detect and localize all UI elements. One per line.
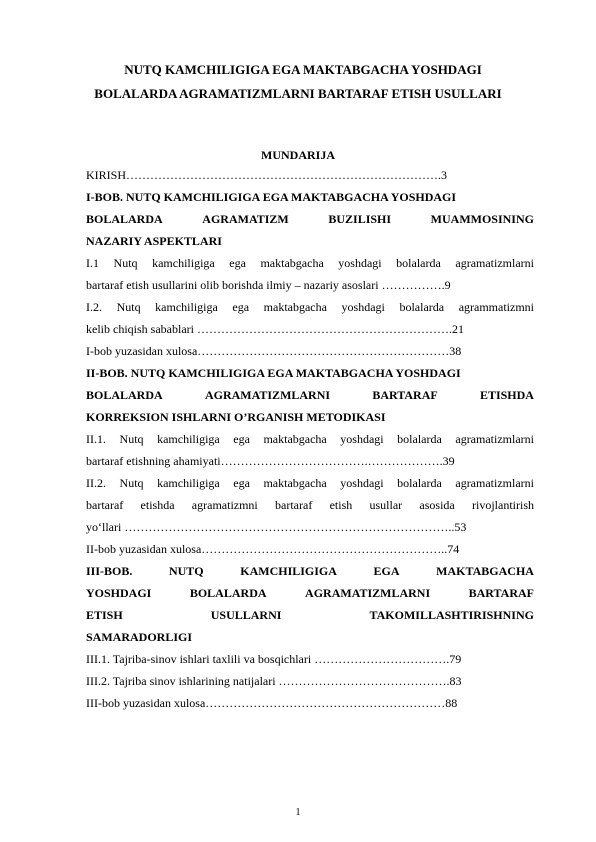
toc-word: EGA xyxy=(373,564,400,578)
toc-heading: MUNDARIJA xyxy=(261,148,335,162)
toc-entry-2-1: bartaraf etishning ahamiyati……………………………….……………….39 xyxy=(86,454,455,468)
document-title-line-1: NUTQ KAMCHILIGIGA EGA MAKTABGACHA YOSHDAGI xyxy=(124,62,482,77)
toc-entry-1-2: I.2. Nutq kamchiligiga ega maktabgacha yoshdagi bolalarda agrammatizmni xyxy=(86,300,534,314)
toc-entry-3-1: III.1. Tajriba-sinov ishlari taxlili va bosqichlari …………………………….79 xyxy=(86,652,462,666)
toc-word: TAKOMILLASHTIRISHNING xyxy=(369,608,534,622)
toc-chapter-2-heading: KORREKSION ISHLARNI O’RGANISH METODIKASI xyxy=(86,410,386,424)
toc-word: BOLALARDA xyxy=(189,586,267,600)
toc-entry-2-2: bartaraf etishda agramatizmni bartaraf etish usullar asosida rivojlantirish xyxy=(86,498,534,512)
toc-word: BOLALARDA xyxy=(86,212,163,226)
toc-word: MAKTABGACHA xyxy=(436,564,534,578)
toc-chapter-1-heading xyxy=(86,208,534,230)
toc-entry-kirish: KIRISH…………………………………………………………………….3 xyxy=(86,168,448,182)
toc-entry-3-2: III.2. Tajriba sinov ishlarining natijalari …………………………………….83 xyxy=(86,674,462,688)
toc-chapter-3-heading xyxy=(86,560,534,582)
toc-entry-1-1: I.1 Nutq kamchiligiga ega maktabgacha yoshdagi bolalarda agramatizmlarni xyxy=(86,256,534,270)
toc-word: KAMCHILIGIGA xyxy=(240,564,337,578)
toc-entry-1-1: bartaraf etish usullarini olib borishda ilmiy – nazariy asoslari …………….9 xyxy=(86,278,451,292)
toc-chapter-1-heading: NAZARIY ASPEKTLARI xyxy=(86,234,222,248)
toc-entry-chapter-1-summary: I-bob yuzasidan xulosa………………………………………………………38 xyxy=(86,344,462,358)
toc-chapter-2-heading xyxy=(86,384,534,406)
toc-word: USULLARNI xyxy=(210,608,282,622)
toc-chapter-1-heading: I-BOB. NUTQ KAMCHILIGIGA EGA MAKTABGACHA YOSHDAGI xyxy=(86,190,457,204)
toc-word: ETISH xyxy=(86,608,123,622)
toc-word: BUZILISHI xyxy=(328,212,392,226)
toc-chapter-2-heading: II-BOB. NUTQ KAMCHILIGIGA EGA MAKTABGACHA YOSHDAGI xyxy=(86,366,461,380)
toc-word: NUTQ xyxy=(168,564,204,578)
page-number: 1 xyxy=(295,807,301,818)
toc-chapter-3-heading: SAMARADORLIGI xyxy=(86,630,193,644)
toc-word: BARTARAF xyxy=(468,586,534,600)
toc-word: AGRAMATIZM xyxy=(202,212,289,226)
toc-word: AGRAMATIZMLARNI xyxy=(305,586,431,600)
toc-entry-2-2: yo‘llari ………………………………………………………………………..53 xyxy=(86,520,467,534)
toc-word: BARTARAF xyxy=(372,388,438,402)
toc-word: ETISHDA xyxy=(479,388,534,402)
table-of-contents xyxy=(86,164,534,714)
toc-entry-2-2: II.2. Nutq kamchiligiga ega maktabgacha yoshdagi bolalarda agramatizmlarni xyxy=(86,476,534,490)
document-title-line-2: BOLALARDA AGRAMATIZMLARNI BARTARAF ETISH USULLARI xyxy=(94,86,502,101)
toc-word: III-BOB. xyxy=(86,564,133,578)
toc-entry-chapter-2-summary: II-bob yuzasidan xulosa……………………………………………………..74 xyxy=(86,542,460,556)
toc-chapter-3-heading xyxy=(86,582,534,604)
toc-entry-2-1: II.1. Nutq kamchiligiga ega maktabgacha yoshdagi bolalarda agramatizmlarni xyxy=(86,432,534,446)
toc-word: YOSHDAGI xyxy=(86,586,152,600)
toc-word: BOLALARDA xyxy=(86,388,163,402)
toc-entry-chapter-3-summary: III-bob yuzasidan xulosa……………………………………………………88 xyxy=(86,696,458,710)
toc-word: MUAMMOSINING xyxy=(430,212,534,226)
toc-word: AGRAMATIZMLARNI xyxy=(204,388,331,402)
toc-entry-1-2: kelib chiqish sabablari ……………………………………………………….21 xyxy=(86,322,464,336)
toc-chapter-3-heading xyxy=(86,604,534,626)
